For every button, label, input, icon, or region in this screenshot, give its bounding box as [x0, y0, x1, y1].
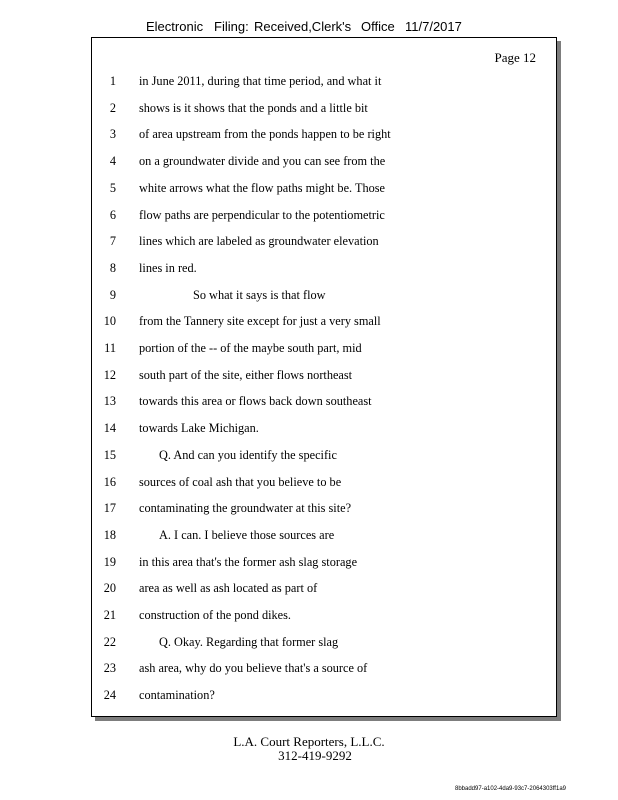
- filing-word-filing: Filing:: [214, 19, 249, 34]
- line-text: ash area, why do you believe that's a source of: [139, 661, 368, 676]
- line-number: 17: [103, 501, 116, 516]
- line-text: portion of the -- of the maybe south part, mid: [139, 341, 362, 355]
- filing-stamp-header: [0, 19, 618, 37]
- line-number: 18: [103, 527, 116, 542]
- line-text: contaminating the groundwater at this site?: [139, 501, 352, 516]
- line-text: shows is it shows that the ponds and a little bit: [139, 100, 368, 115]
- transcript-line: [92, 181, 558, 201]
- line-text: So what it says is that flow: [193, 287, 326, 302]
- line-number: 16: [103, 474, 116, 489]
- transcript-line: [92, 608, 558, 628]
- line-number: 11: [104, 341, 116, 355]
- filing-date: 11/7/2017: [405, 19, 462, 34]
- line-number: 19: [103, 554, 116, 569]
- line-text: Q. Okay. Regarding that former slag: [159, 634, 339, 649]
- line-number: 10: [103, 314, 116, 329]
- line-number: 8: [109, 260, 116, 275]
- line-number: 4: [109, 154, 116, 169]
- line-number: 14: [103, 421, 116, 436]
- transcript-line: [92, 288, 558, 308]
- line-text: white arrows what the flow paths might be. Those: [139, 180, 386, 195]
- transcript-line: [92, 501, 558, 521]
- line-text: south part of the site, either flows northeast: [139, 367, 353, 382]
- transcript-line: [92, 475, 558, 495]
- line-number: 1: [109, 74, 116, 88]
- line-text: construction of the pond dikes.: [139, 608, 291, 622]
- line-number: 3: [109, 127, 116, 142]
- line-text: on a groundwater divide and you can see from the: [139, 154, 386, 169]
- transcript-line: [92, 368, 558, 388]
- transcript-line: [92, 154, 558, 174]
- transcript-line: [92, 74, 558, 94]
- line-text: lines in red.: [139, 260, 197, 275]
- line-text: towards this area or flows back down southeast: [139, 394, 372, 409]
- document-hash: 8bbadd97-a102-4da9-93c7-2064303ff1a9: [455, 786, 566, 792]
- line-number: 23: [103, 661, 116, 676]
- line-text: in this area that's the former ash slag storage: [139, 554, 358, 569]
- line-text: A. I can. I believe those sources are: [159, 527, 335, 542]
- line-text: area as well as ash located as part of: [139, 581, 318, 596]
- transcript-line: [92, 127, 558, 147]
- line-text: contamination?: [139, 688, 215, 703]
- transcript-line: [92, 261, 558, 281]
- line-text: towards Lake Michigan.: [139, 421, 259, 436]
- transcript-line: [92, 314, 558, 334]
- transcript-line: [92, 688, 558, 708]
- transcript-line: [92, 341, 558, 361]
- transcript-line: [92, 394, 558, 414]
- transcript-page: [91, 37, 557, 717]
- transcript-line: [92, 208, 558, 228]
- line-number: 13: [103, 394, 116, 409]
- line-text: from the Tannery site except for just a very small: [139, 314, 381, 329]
- line-number: 15: [103, 447, 116, 462]
- filing-word-received-clerks: Received,Clerk's: [254, 19, 352, 34]
- line-text: Q. And can you identify the specific: [159, 447, 337, 462]
- transcript-line: [92, 581, 558, 601]
- line-text: of area upstream from the ponds happen to be right: [139, 127, 391, 142]
- line-number: 21: [103, 608, 116, 622]
- reporter-company: L.A. Court Reporters, L.L.C.: [233, 734, 385, 749]
- transcript-line: [92, 661, 558, 681]
- transcript-line: [92, 234, 558, 254]
- page-number: Page 12: [494, 50, 536, 65]
- transcript-line: [92, 528, 558, 548]
- line-number: 7: [109, 234, 116, 249]
- transcript-line: [92, 448, 558, 468]
- line-text: in June 2011, during that time period, and what it: [139, 74, 382, 88]
- filing-word-office: Office: [361, 19, 395, 34]
- line-number: 22: [103, 634, 116, 649]
- line-number: 6: [109, 207, 116, 222]
- transcript-line: [92, 555, 558, 575]
- line-number: 5: [109, 180, 116, 195]
- line-text: flow paths are perpendicular to the potentiometric: [139, 207, 385, 222]
- reporter-phone: 312-419-9292: [278, 748, 352, 763]
- line-number: 12: [103, 367, 116, 382]
- line-text: lines which are labeled as groundwater elevation: [139, 234, 379, 249]
- filing-word-electronic: Electronic: [146, 19, 204, 34]
- line-text: sources of coal ash that you believe to be: [139, 474, 342, 489]
- line-number: 9: [109, 287, 116, 302]
- line-number: 2: [109, 100, 116, 115]
- transcript-line: [92, 635, 558, 655]
- line-number: 20: [103, 581, 116, 596]
- line-number: 24: [103, 688, 116, 703]
- transcript-line: [92, 421, 558, 441]
- transcript-line: [92, 101, 558, 121]
